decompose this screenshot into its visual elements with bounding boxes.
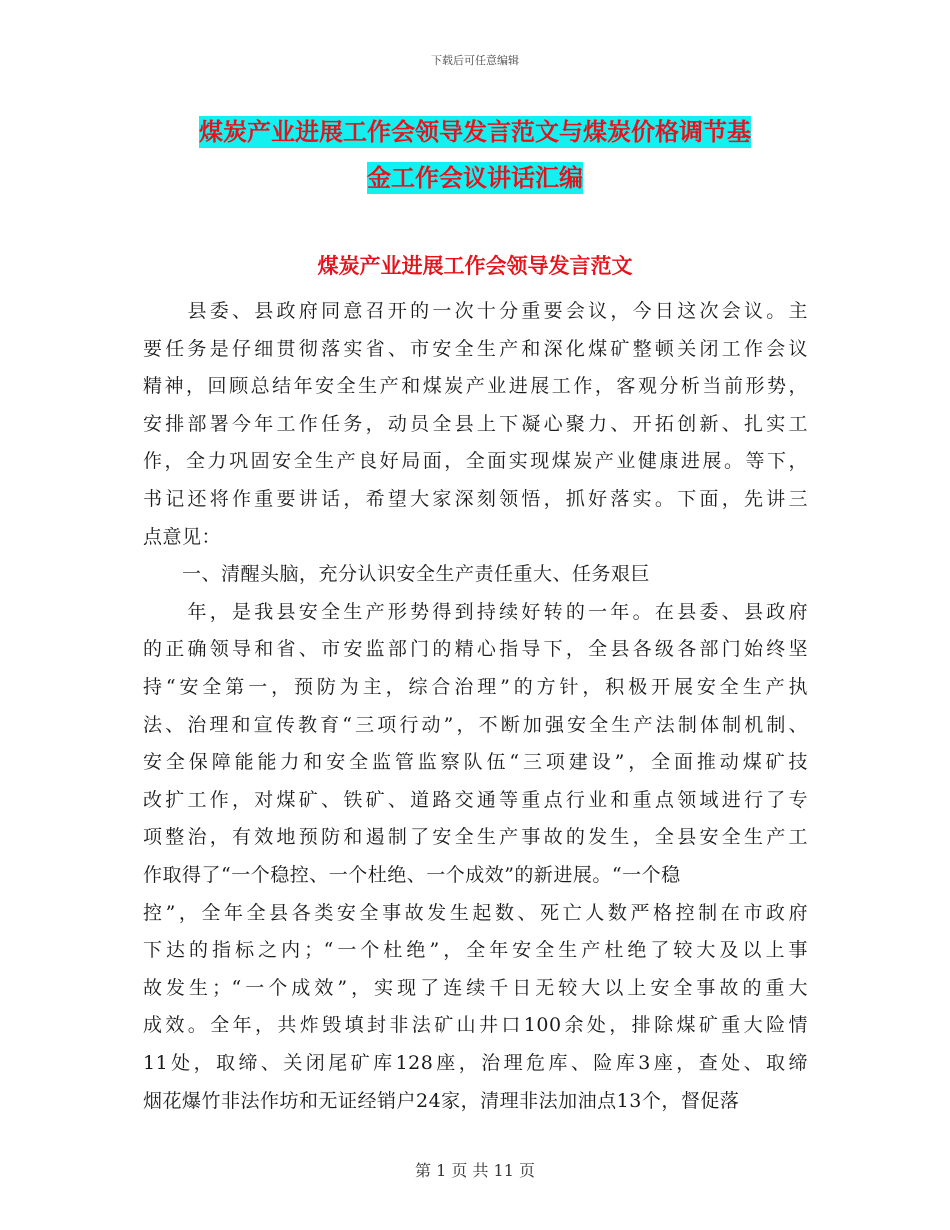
section-title: 煤炭产业进展工作会领导发言范文 (317, 254, 633, 278)
body-line: 法、治理和宣传教育“三项行动”，不断加强安全生产法制体制机制、 (143, 714, 808, 736)
document-title-line-2: 金工作会议讲话汇编 (367, 164, 583, 192)
body-line: 下达的指标之内；“一个杜绝”，全年安全生产杜绝了较大及以上事 (143, 939, 808, 961)
body-line: 作取得了“一个稳控、一个杜绝、一个成效”的新进展。“一个稳 (143, 864, 681, 886)
body-line: 故发生；“一个成效”，实现了连续千日无较大以上安全事故的重大 (143, 977, 808, 999)
body-line: 控”，全年全县各类安全事故发生起数、死亡人数严格控制在市政府 (143, 902, 808, 924)
body-line: 项整治，有效地预防和遏制了安全生产事故的发生，全县安全生产工 (143, 826, 808, 848)
body-line: 作，全力巩固安全生产良好局面，全面实现煤炭产业健康进展。等下， (143, 450, 808, 472)
body-line: 改扩工作，对煤矿、铁矿、道路交通等重点行业和重点领域进行了专 (143, 789, 808, 811)
body-line: 持“安全第一，预防为主，综合治理”的方针，积极开展安全生产执 (143, 676, 808, 698)
body-line: 书记还将作重要讲话，希望大家深刻领悟，抓好落实。下面，先讲三 (143, 488, 808, 510)
page-header-note: 下载后可任意编辑 (431, 54, 519, 67)
body-line: 一、清醒头脑，充分认识安全生产责任重大、任务艰巨 (143, 563, 651, 585)
body-line: 点意见： (143, 526, 222, 548)
body-line: 年，是我县安全生产形势得到持续好转的一年。在县委、县政府 (143, 601, 808, 623)
body-line: 安全保障能能力和安全监管监察队伍“三项建设”，全面推动煤矿技 (143, 751, 808, 773)
body-line: 烟花爆竹非法作坊和无证经销户24家，清理非法加油点13个，督促落 (143, 1090, 740, 1112)
body-line: 安排部署今年工作任务，动员全县上下凝心聚力、开拓创新、扎实工 (143, 413, 808, 435)
body-line: 成效。全年，共炸毁填封非法矿山井口100余处，排除煤矿重大险情 (143, 1014, 808, 1036)
body-line: 的正确领导和省、市安监部门的精心指导下，全县各级各部门始终坚 (143, 638, 808, 660)
body-line: 11处，取缔、关闭尾矿库128座，治理危库、险库3座，查处、取缔 (143, 1052, 808, 1074)
body-line: 精神，回顾总结年安全生产和煤炭产业进展工作，客观分析当前形势， (143, 375, 808, 397)
body-line: 要任务是仔细贯彻落实省、市安全生产和深化煤矿整顿关闭工作会议 (143, 338, 808, 360)
page-footer: 第 1 页 共 11 页 (415, 1161, 535, 1180)
document-title-line-1: 煤炭产业进展工作会领导发言范文与煤炭价格调节基 (199, 118, 751, 146)
body-line: 县委、县政府同意召开的一次十分重要会议，今日这次会议。主 (143, 300, 808, 322)
